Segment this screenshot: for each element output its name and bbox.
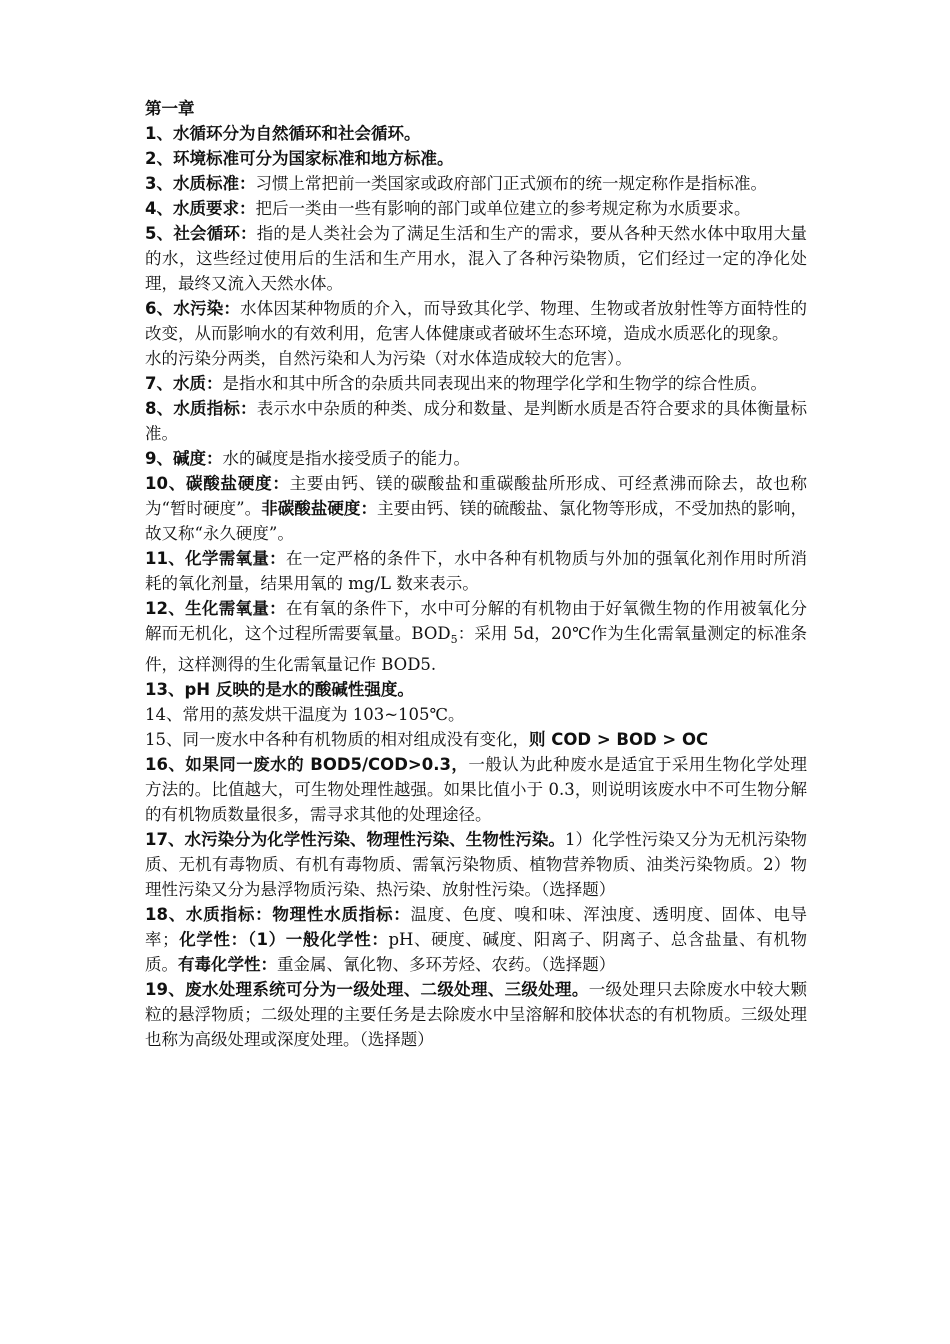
list-item: 16、如果同一废水的 BOD5/COD>0.3，一般认为此种废水是适宜于采用生物化学处理方法的。比值越大，可生物处理性越强。如果比值小于 0.3，则说明该废水中不可生物分解的有机物质数量很多，需寻求其他的处理途径。 — [145, 755, 807, 824]
list-item: 2、环境标准可分为国家标准和地方标准。 — [145, 149, 454, 168]
list-item: 19、废水处理系统可分为一级处理、二级处理、三级处理。一级处理只去除废水中较大颗粒的悬浮物质；二级处理的主要任务是去除废水中呈溶解和胶体状态的有机物质。三级处理也称为高级处理或深度处理。（选择题） — [145, 980, 808, 1049]
list-item: 11、化学需氧量：在一定严格的条件下，水中各种有机物质与外加的强氧化剂作用时所消耗的氧化剂量，结果用氧的 mg/L 数来表示。 — [145, 549, 807, 593]
document-page — [145, 96, 807, 1052]
list-item: 1、水循环分为自然循环和社会循环。 — [145, 124, 421, 143]
list-item: 7、水质：是指水和其中所含的杂质共同表现出来的物理学化学和生物学的综合性质。 — [145, 374, 767, 393]
list-item: 3、水质标准：习惯上常把前一类国家或政府部门正式颁布的统一规定称作是指标准。 — [145, 174, 767, 193]
chapter-title: 第一章 — [145, 99, 195, 118]
list-item: 14、常用的蒸发烘干温度为 103~105℃。 — [145, 705, 465, 724]
list-item: 17、水污染分为化学性污染、物理性污染、生物性污染。1）化学性污染又分为无机污染物质、无机有毒物质、有机有毒物质、需氧污染物质、植物营养物质、油类污染物质。2）物理性污染又分为悬浮物质污染、热污染、放射性污染。（选择题） — [145, 830, 808, 899]
list-item: 12、生化需氧量：在有氧的条件下，水中可分解的有机物由于好氧微生物的作用被氧化分解而无机化，这个过程所需要氧量。$BOD_5$：采用 5d，20℃作为生化需氧量测定的标准条件，这样测得的生化需氧量记作 BOD5. — [145, 599, 808, 674]
list-item: 10、碳酸盐硬度：主要由钙、镁的碳酸盐和重碳酸盐所形成、可经煮沸而除去，故也称为“暂时硬度”。非碳酸盐硬度：主要由钙、镁的硫酸盐、氯化物等形成，不受加热的影响，故又称“永久硬度”。 — [145, 474, 808, 543]
list-item: 15、同一废水中各种有机物质的相对组成没有变化，则 COD > BOD > OC — [145, 730, 709, 749]
list-item: 13、pH 反映的是水的酸碱性强度。 — [145, 680, 414, 699]
list-item: 9、碱度：水的碱度是指水接受质子的能力。 — [145, 449, 470, 468]
subscript: 5 — [450, 633, 458, 646]
list-item: 4、水质要求：把后一类由一些有影响的部门或单位建立的参考规定称为水质要求。 — [145, 199, 751, 218]
list-item: 6、水污染：水体因某种物质的介入，而导致其化学、物理、生物或者放射性等方面特性的改变，从而影响水的有效利用，危害人体健康或者破坏生态环境，造成水质恶化的现象。 — [145, 299, 807, 343]
list-item: 水的污染分两类，自然污染和人为污染（对水体造成较大的危害）。 — [145, 349, 632, 368]
list-item: 8、水质指标：表示水中杂质的种类、成分和数量、是判断水质是否符合要求的具体衡量标准。 — [145, 399, 808, 443]
list-item: 18、水质指标：物理性水质指标：温度、色度、嗅和味、浑浊度、透明度、固体、电导率；化学性：（1）一般化学性：pH、硬度、碱度、阳离子、阴离子、总含盐量、有机物质。有毒化学性：重金属、氰化物、多环芳烃、农药。（选择题） — [145, 905, 808, 974]
list-item: 5、社会循环：指的是人类社会为了满足生活和生产的需求，要从各种天然水体中取用大量的水，这些经过使用后的生活和生产用水，混入了各种污染物质，它们经过一定的净化处理，最终又流入天然水体。 — [145, 224, 808, 293]
